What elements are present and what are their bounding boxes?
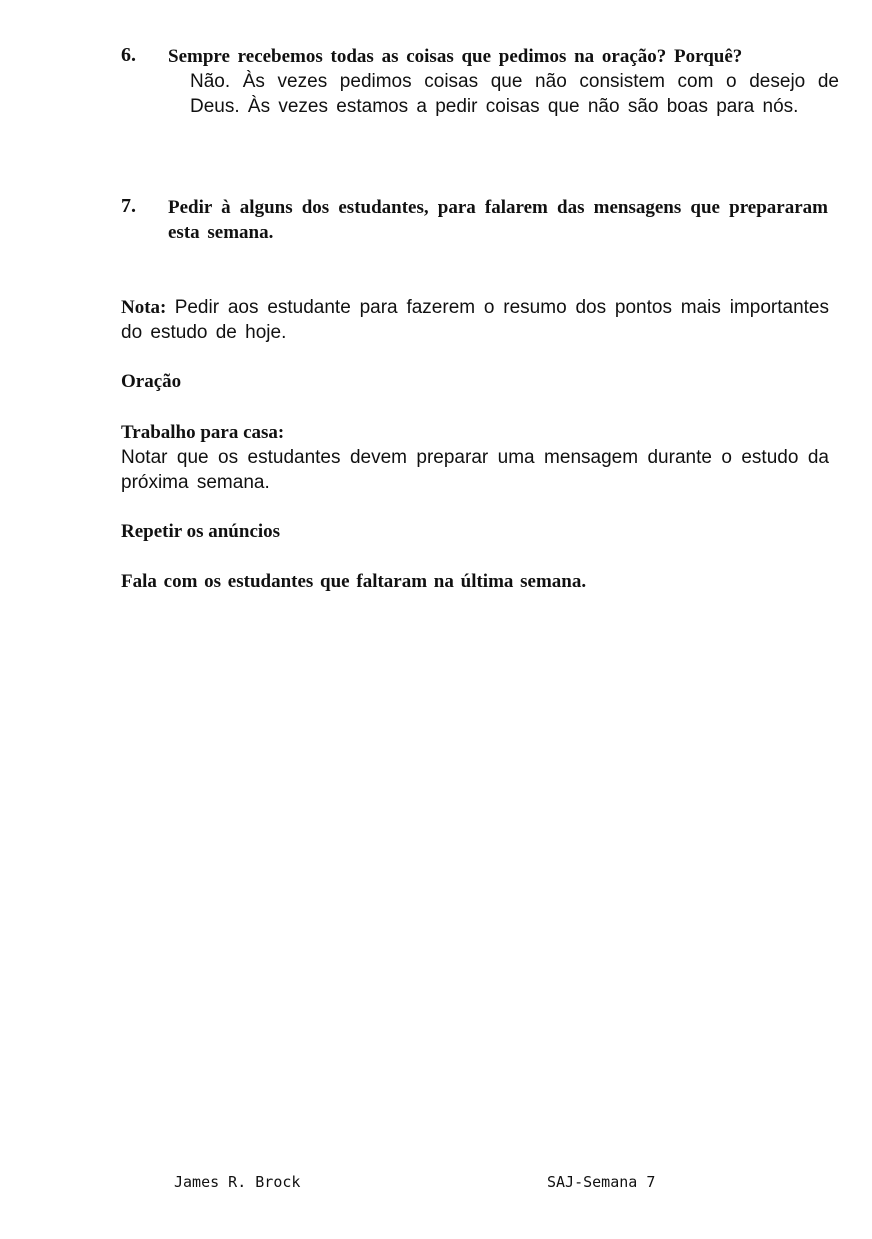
trabalho-heading: Trabalho para casa:	[121, 422, 285, 443]
question-number: 7.	[121, 195, 136, 217]
question-text: Sempre recebemos todas as coisas que pedimos na oração? Porquê?	[168, 46, 743, 67]
repetir-heading: Repetir os anúncios	[121, 521, 281, 542]
fala-line: Fala com os estudantes que faltaram na última semana.	[121, 571, 587, 592]
nota-text: Pedir aos estudante para fazerem o resumo dos pontos mais importantes do estudo de hoje.	[121, 297, 829, 343]
question-text: Pedir à alguns dos estudantes, para falarem das mensagens que prepararam esta semana.	[168, 197, 828, 243]
footer-author: James R. Brock	[174, 1173, 301, 1191]
nota-paragraph	[121, 295, 829, 345]
nota-label: Nota:	[121, 297, 167, 318]
trabalho-text: Notar que os estudantes devem preparar uma mensagem durante o estudo da próxima semana.	[121, 447, 829, 493]
oracao-heading: Oração	[121, 371, 182, 392]
answer-text: Não. Às vezes pedimos coisas que não consistem com o desejo de Deus. Às vezes estamos a pedir coisas que não são boas para nós.	[190, 71, 839, 117]
question-number: 6.	[121, 44, 136, 66]
footer-series: SAJ-Semana 7	[547, 1173, 656, 1191]
